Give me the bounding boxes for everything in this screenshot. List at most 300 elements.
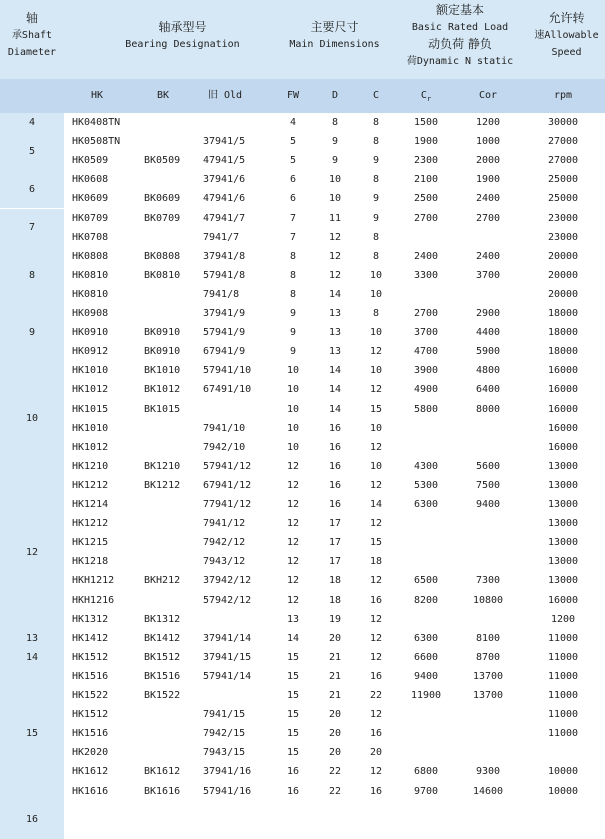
- table-row: [64, 552, 605, 571]
- cell-d: 12: [328, 269, 342, 281]
- cell-d: 14: [328, 403, 342, 415]
- cell-rpm: 13000: [547, 518, 579, 530]
- cell-cr: 6300: [413, 632, 439, 644]
- cell-c: 8: [372, 174, 380, 186]
- table-row: [64, 170, 605, 189]
- cell-rpm: 11000: [547, 709, 579, 721]
- cell-d: 9: [331, 136, 339, 148]
- cell-old: 7941/12: [203, 518, 246, 530]
- cell-cr: 4300: [413, 460, 439, 472]
- cell-rpm: 27000: [547, 155, 579, 167]
- table-row: [64, 189, 605, 208]
- cell-rpm: 13000: [547, 460, 579, 472]
- cell-hk: HK1516: [72, 670, 109, 682]
- cell-fw: 12: [286, 537, 300, 549]
- col-header-old: 旧 Old: [207, 90, 243, 101]
- cell-c: 15: [369, 537, 383, 549]
- cell-fw: 15: [286, 728, 300, 740]
- cell-bk: BK0509: [144, 155, 181, 167]
- cell-d: 9: [331, 155, 339, 167]
- shaft-diameter-cell: 14: [0, 648, 64, 667]
- table-row: [64, 495, 605, 514]
- table-row: [64, 419, 605, 438]
- cell-fw: 9: [289, 346, 297, 358]
- table-row: [64, 610, 605, 629]
- cell-rpm: 10000: [547, 785, 579, 797]
- cell-fw: 12: [286, 499, 300, 510]
- cell-rpm: 25000: [547, 193, 579, 205]
- cell-d: 14: [328, 384, 342, 396]
- cell-cr: 3300: [413, 269, 439, 281]
- cell-rpm: 13000: [547, 575, 579, 587]
- table-row: [64, 762, 605, 781]
- header-load-en: Basic Rated Load: [411, 22, 509, 33]
- cell-cor: 1000: [475, 136, 501, 148]
- cell-cr: 6300: [413, 499, 439, 510]
- cell-cor: 2000: [475, 155, 501, 167]
- cell-d: 10: [328, 174, 342, 186]
- cell-hk: HK0810: [72, 269, 109, 281]
- cell-c: 8: [372, 231, 380, 243]
- cell-old: 37941/8: [203, 250, 246, 262]
- cell-cr: 1500: [413, 117, 439, 128]
- cell-fw: 8: [289, 269, 297, 281]
- cell-rpm: 30000: [547, 117, 579, 128]
- cell-d: 19: [328, 613, 342, 625]
- cell-hk: HK0509: [72, 155, 109, 167]
- cell-bk: BK1212: [144, 479, 181, 491]
- cell-cor: 9400: [475, 499, 501, 510]
- cell-d: 20: [328, 709, 342, 721]
- cell-fw: 13: [286, 613, 300, 625]
- cell-cor: 4400: [475, 327, 501, 339]
- cell-hk: HK0608: [72, 174, 109, 186]
- cell-d: 13: [328, 346, 342, 358]
- cell-hk: HK1412: [72, 632, 109, 644]
- header-shaft-cn2: 承Shaft: [11, 30, 53, 41]
- cell-cr: 2300: [413, 155, 439, 167]
- cell-cor: 13700: [472, 670, 504, 682]
- cell-old: 57941/9: [203, 327, 246, 339]
- table-row: [64, 151, 605, 170]
- cell-c: 12: [369, 766, 383, 778]
- cell-hk: HK1212: [72, 518, 109, 530]
- cell-old: 7943/12: [203, 556, 246, 568]
- cell-c: 8: [372, 136, 380, 148]
- cell-d: 20: [328, 728, 342, 740]
- cell-bk: BK1210: [144, 460, 181, 472]
- cell-cor: 6400: [475, 384, 501, 396]
- cell-cr: 4900: [413, 384, 439, 396]
- cell-bk: BK1015: [144, 403, 181, 415]
- cell-cr: 11900: [410, 690, 442, 701]
- table-row: [64, 228, 605, 247]
- cell-hk: HKH1212: [72, 575, 115, 587]
- cell-cr: 2700: [413, 308, 439, 319]
- cell-rpm: 20000: [547, 269, 579, 281]
- cell-hk: HK1522: [72, 690, 109, 701]
- cell-d: 8: [331, 117, 339, 128]
- cell-c: 12: [369, 384, 383, 396]
- table-row: [64, 304, 605, 323]
- cell-c: 12: [369, 346, 383, 358]
- col-header-hk: HK: [90, 90, 104, 101]
- cell-rpm: 25000: [547, 174, 579, 186]
- cell-bk: BK0808: [144, 250, 181, 262]
- header-speed-cn1: 允许转: [548, 11, 585, 25]
- cell-cr: 6500: [413, 575, 439, 587]
- cell-cr: 9400: [413, 670, 439, 682]
- col-header-bk: BK: [156, 90, 170, 101]
- cell-c: 16: [369, 785, 383, 797]
- cell-cor: 2400: [475, 250, 501, 262]
- cell-fw: 12: [286, 518, 300, 530]
- table-row: [64, 132, 605, 151]
- cell-cor: 14600: [472, 785, 504, 797]
- cell-cor: 8100: [475, 632, 501, 644]
- col-header-c: C: [372, 90, 380, 101]
- cell-cr: 6800: [413, 766, 439, 778]
- cell-cor: 8700: [475, 651, 501, 663]
- cell-rpm: 11000: [547, 670, 579, 682]
- cell-c: 9: [372, 155, 380, 167]
- cell-bk: BK0810: [144, 269, 181, 281]
- cell-fw: 5: [289, 155, 297, 167]
- cell-hk: HK1210: [72, 460, 109, 472]
- cell-rpm: 20000: [547, 288, 579, 300]
- cell-c: 12: [369, 613, 383, 625]
- cell-fw: 10: [286, 422, 300, 434]
- cell-fw: 15: [286, 709, 300, 721]
- cell-d: 16: [328, 422, 342, 434]
- cell-fw: 5: [289, 136, 297, 148]
- cell-rpm: 16000: [547, 422, 579, 434]
- cell-fw: 12: [286, 479, 300, 491]
- cell-old: 57941/16: [203, 785, 252, 797]
- shaft-diameter-cell: 7: [0, 209, 64, 247]
- table-row: [64, 667, 605, 686]
- table-row: [64, 533, 605, 552]
- cell-fw: 16: [286, 785, 300, 797]
- table-header: [0, 0, 605, 113]
- table-row: [64, 247, 605, 266]
- col-header-cor: Cor: [478, 90, 498, 101]
- header-speed-cn2: 速Allowable: [534, 30, 599, 41]
- header-designation: [95, 19, 270, 53]
- cell-rpm: 13000: [547, 499, 579, 510]
- shaft-diameter-cell: 10: [0, 361, 64, 476]
- cell-fw: 9: [289, 327, 297, 339]
- cell-hk: HK2020: [72, 747, 109, 759]
- cell-cor: 8000: [475, 403, 501, 415]
- cell-fw: 12: [286, 460, 300, 472]
- cell-cr: 6600: [413, 651, 439, 663]
- table-row: [64, 629, 605, 648]
- cell-hk: HK0609: [72, 193, 109, 205]
- cell-cr: 2700: [413, 212, 439, 224]
- cell-fw: 8: [289, 250, 297, 262]
- table-row: [64, 648, 605, 667]
- cell-hk: HK0912: [72, 346, 109, 358]
- table-row: [64, 571, 605, 590]
- cell-old: 57941/8: [203, 269, 246, 281]
- header-load-cn1: 额定基本: [435, 3, 484, 17]
- table-row: [64, 438, 605, 457]
- shaft-diameter-cell: 12: [0, 476, 64, 629]
- cell-hk: HK1612: [72, 766, 109, 778]
- table-row: [64, 476, 605, 495]
- cell-bk: BK0709: [144, 212, 181, 224]
- header-main-dimensions: [282, 19, 387, 53]
- cell-old: 57941/14: [203, 670, 252, 682]
- cell-rpm: 13000: [547, 556, 579, 568]
- cell-old: 67941/12: [203, 479, 252, 491]
- header-rated-load: [398, 2, 522, 70]
- cell-d: 20: [328, 747, 342, 759]
- cell-old: 57941/12: [203, 460, 252, 472]
- cell-cr: 2400: [413, 250, 439, 262]
- cell-rpm: 16000: [547, 403, 579, 415]
- cell-d: 11: [328, 212, 342, 224]
- cell-bk: BK1412: [144, 632, 181, 644]
- table-row: [64, 323, 605, 342]
- cell-old: 7942/15: [203, 728, 246, 740]
- cell-fw: 10: [286, 441, 300, 453]
- cell-c: 12: [369, 479, 383, 491]
- cell-bk: BK0609: [144, 193, 181, 205]
- cell-fw: 12: [286, 575, 300, 587]
- cell-old: 77941/12: [203, 499, 252, 510]
- cell-c: 10: [369, 327, 383, 339]
- cell-cor: 2700: [475, 212, 501, 224]
- cell-fw: 12: [286, 556, 300, 568]
- cell-cr: 9700: [413, 785, 439, 797]
- col-header-rpm: rpm: [553, 90, 573, 101]
- cell-hk: HK1010: [72, 422, 109, 434]
- cell-d: 22: [328, 785, 342, 797]
- cell-c: 9: [372, 193, 380, 205]
- cell-fw: 15: [286, 670, 300, 682]
- shaft-diameter-cell: 16: [0, 801, 64, 839]
- header-shaft-en: Diameter: [7, 47, 57, 58]
- header-shaft-diameter: [0, 10, 64, 61]
- table-row: [64, 782, 605, 801]
- cell-bk: BKH212: [144, 575, 181, 587]
- table-row: [64, 705, 605, 724]
- cell-d: 21: [328, 670, 342, 682]
- table-row: [64, 266, 605, 285]
- cell-old: 47941/6: [203, 193, 246, 205]
- cell-hk: HK1015: [72, 403, 109, 415]
- header-load-cn2: 动负荷 静负: [428, 37, 492, 51]
- cell-c: 10: [369, 269, 383, 281]
- cell-fw: 7: [289, 212, 297, 224]
- cell-rpm: 16000: [547, 441, 579, 453]
- cell-cor: 7300: [475, 575, 501, 587]
- cell-c: 16: [369, 728, 383, 740]
- cell-cr: 5300: [413, 479, 439, 491]
- cell-bk: BK1512: [144, 651, 181, 663]
- cell-hk: HK1012: [72, 384, 109, 396]
- cell-d: 18: [328, 594, 342, 606]
- cell-old: 37941/16: [203, 766, 252, 778]
- cell-d: 14: [328, 365, 342, 377]
- cell-old: 7941/15: [203, 709, 246, 721]
- cell-hk: HK1616: [72, 785, 109, 797]
- cell-cor: 2900: [475, 308, 501, 319]
- cell-hk: HK1516: [72, 728, 109, 740]
- cell-rpm: 16000: [547, 594, 579, 606]
- cell-hk: HKH1216: [72, 594, 115, 606]
- shaft-diameter-cell: 8: [0, 247, 64, 304]
- cell-old: 37941/5: [203, 136, 246, 148]
- cell-cor: 1900: [475, 174, 501, 186]
- header-load-cn3: 荷Dynamic N static: [406, 56, 514, 67]
- cell-rpm: 18000: [547, 346, 579, 358]
- cell-cr: 3700: [413, 327, 439, 339]
- cell-rpm: 11000: [547, 690, 579, 701]
- cell-rpm: 16000: [547, 384, 579, 396]
- cell-rpm: 20000: [547, 250, 579, 262]
- cell-d: 17: [328, 518, 342, 530]
- cell-c: 8: [372, 308, 380, 319]
- cell-c: 12: [369, 651, 383, 663]
- cell-old: 37941/15: [203, 651, 252, 663]
- shaft-diameter-cell: 9: [0, 304, 64, 361]
- cell-c: 12: [369, 632, 383, 644]
- cell-old: 37941/6: [203, 174, 246, 186]
- cell-bk: BK1522: [144, 690, 181, 701]
- table-row: [64, 743, 605, 762]
- cell-old: 67491/10: [203, 384, 252, 396]
- cell-bk: BK1612: [144, 766, 181, 778]
- cell-fw: 15: [286, 651, 300, 663]
- cell-old: 7941/7: [203, 231, 240, 243]
- cell-d: 14: [328, 288, 342, 300]
- cell-rpm: 13000: [547, 479, 579, 491]
- cell-hk: HK0808: [72, 250, 109, 262]
- cell-hk: HK0908: [72, 308, 109, 319]
- cell-bk: BK1012: [144, 384, 181, 396]
- shaft-diameter-cell: 15: [0, 667, 64, 801]
- cell-d: 12: [328, 231, 342, 243]
- table-row: [64, 361, 605, 380]
- cell-cor: 9300: [475, 766, 501, 778]
- cell-fw: 10: [286, 365, 300, 377]
- cell-rpm: 16000: [547, 365, 579, 377]
- cell-bk: BK0910: [144, 327, 181, 339]
- cell-old: 37941/14: [203, 632, 252, 644]
- cell-d: 16: [328, 479, 342, 491]
- cell-d: 16: [328, 460, 342, 472]
- table-row: [64, 209, 605, 228]
- cell-c: 12: [369, 575, 383, 587]
- cell-hk: HK0508TN: [72, 136, 121, 148]
- cell-cr: 1900: [413, 136, 439, 148]
- cell-cr: 3900: [413, 365, 439, 377]
- cell-hk: HK0810: [72, 288, 109, 300]
- cell-fw: 16: [286, 766, 300, 778]
- cell-cr: 5800: [413, 403, 439, 415]
- table-row: [64, 400, 605, 419]
- cell-rpm: 11000: [547, 632, 579, 644]
- cell-c: 12: [369, 441, 383, 453]
- header-dims-cn: 主要尺寸: [310, 20, 359, 34]
- table-row: [64, 591, 605, 610]
- cell-old: 57942/12: [203, 594, 252, 606]
- cell-old: 47941/5: [203, 155, 246, 167]
- cell-d: 18: [328, 575, 342, 587]
- cell-cor: 4800: [475, 365, 501, 377]
- cell-hk: HK0910: [72, 327, 109, 339]
- header-speed-en: Speed: [551, 47, 582, 58]
- cell-d: 13: [328, 327, 342, 339]
- cell-hk: HK1512: [72, 709, 109, 721]
- header-designation-cn: 轴承型号: [158, 20, 207, 34]
- cell-fw: 10: [286, 384, 300, 396]
- cell-rpm: 1200: [550, 613, 576, 625]
- header-designation-en: Bearing Designation: [125, 39, 240, 50]
- cell-cr: 2100: [413, 174, 439, 186]
- table-row: [64, 285, 605, 304]
- cell-hk: HK1212: [72, 479, 109, 491]
- cell-d: 17: [328, 537, 342, 549]
- cell-hk: HK1218: [72, 556, 109, 568]
- cell-rpm: 11000: [547, 651, 579, 663]
- cell-d: 17: [328, 556, 342, 568]
- col-header-d: D: [331, 90, 339, 101]
- cell-rpm: 11000: [547, 728, 579, 740]
- table-row: [64, 342, 605, 361]
- cell-c: 20: [369, 747, 383, 759]
- cell-d: 12: [328, 250, 342, 262]
- cell-c: 16: [369, 594, 383, 606]
- cell-d: 22: [328, 766, 342, 778]
- cell-c: 12: [369, 518, 383, 530]
- cell-rpm: 10000: [547, 766, 579, 778]
- cell-d: 16: [328, 499, 342, 510]
- cell-bk: BK1616: [144, 785, 181, 797]
- cell-fw: 15: [286, 690, 300, 701]
- cell-fw: 7: [289, 231, 297, 243]
- cell-c: 12: [369, 709, 383, 721]
- cell-c: 14: [369, 499, 383, 510]
- cell-c: 9: [372, 212, 380, 224]
- header-shaft-cn1: 轴: [25, 11, 38, 25]
- cell-cr: 4700: [413, 346, 439, 358]
- cell-d: 21: [328, 651, 342, 663]
- cell-old: 7941/10: [203, 422, 246, 434]
- table-row: [64, 457, 605, 476]
- cell-rpm: 13000: [547, 537, 579, 549]
- cell-fw: 6: [289, 193, 297, 205]
- cell-fw: 9: [289, 308, 297, 319]
- header-dims-en: Main Dimensions: [289, 39, 380, 50]
- cell-hk: HK0708: [72, 231, 109, 243]
- cell-cor: 5900: [475, 346, 501, 358]
- cell-rpm: 27000: [547, 136, 579, 148]
- cell-old: 7942/10: [203, 441, 246, 453]
- cell-rpm: 18000: [547, 308, 579, 319]
- cell-c: 10: [369, 365, 383, 377]
- cell-fw: 14: [286, 632, 300, 644]
- col-header-cr-main: C: [420, 90, 427, 101]
- cell-hk: HK1012: [72, 441, 109, 453]
- cell-old: 37942/12: [203, 575, 252, 587]
- table-row: [64, 514, 605, 533]
- cell-c: 10: [369, 460, 383, 472]
- cell-cor: 3700: [475, 269, 501, 281]
